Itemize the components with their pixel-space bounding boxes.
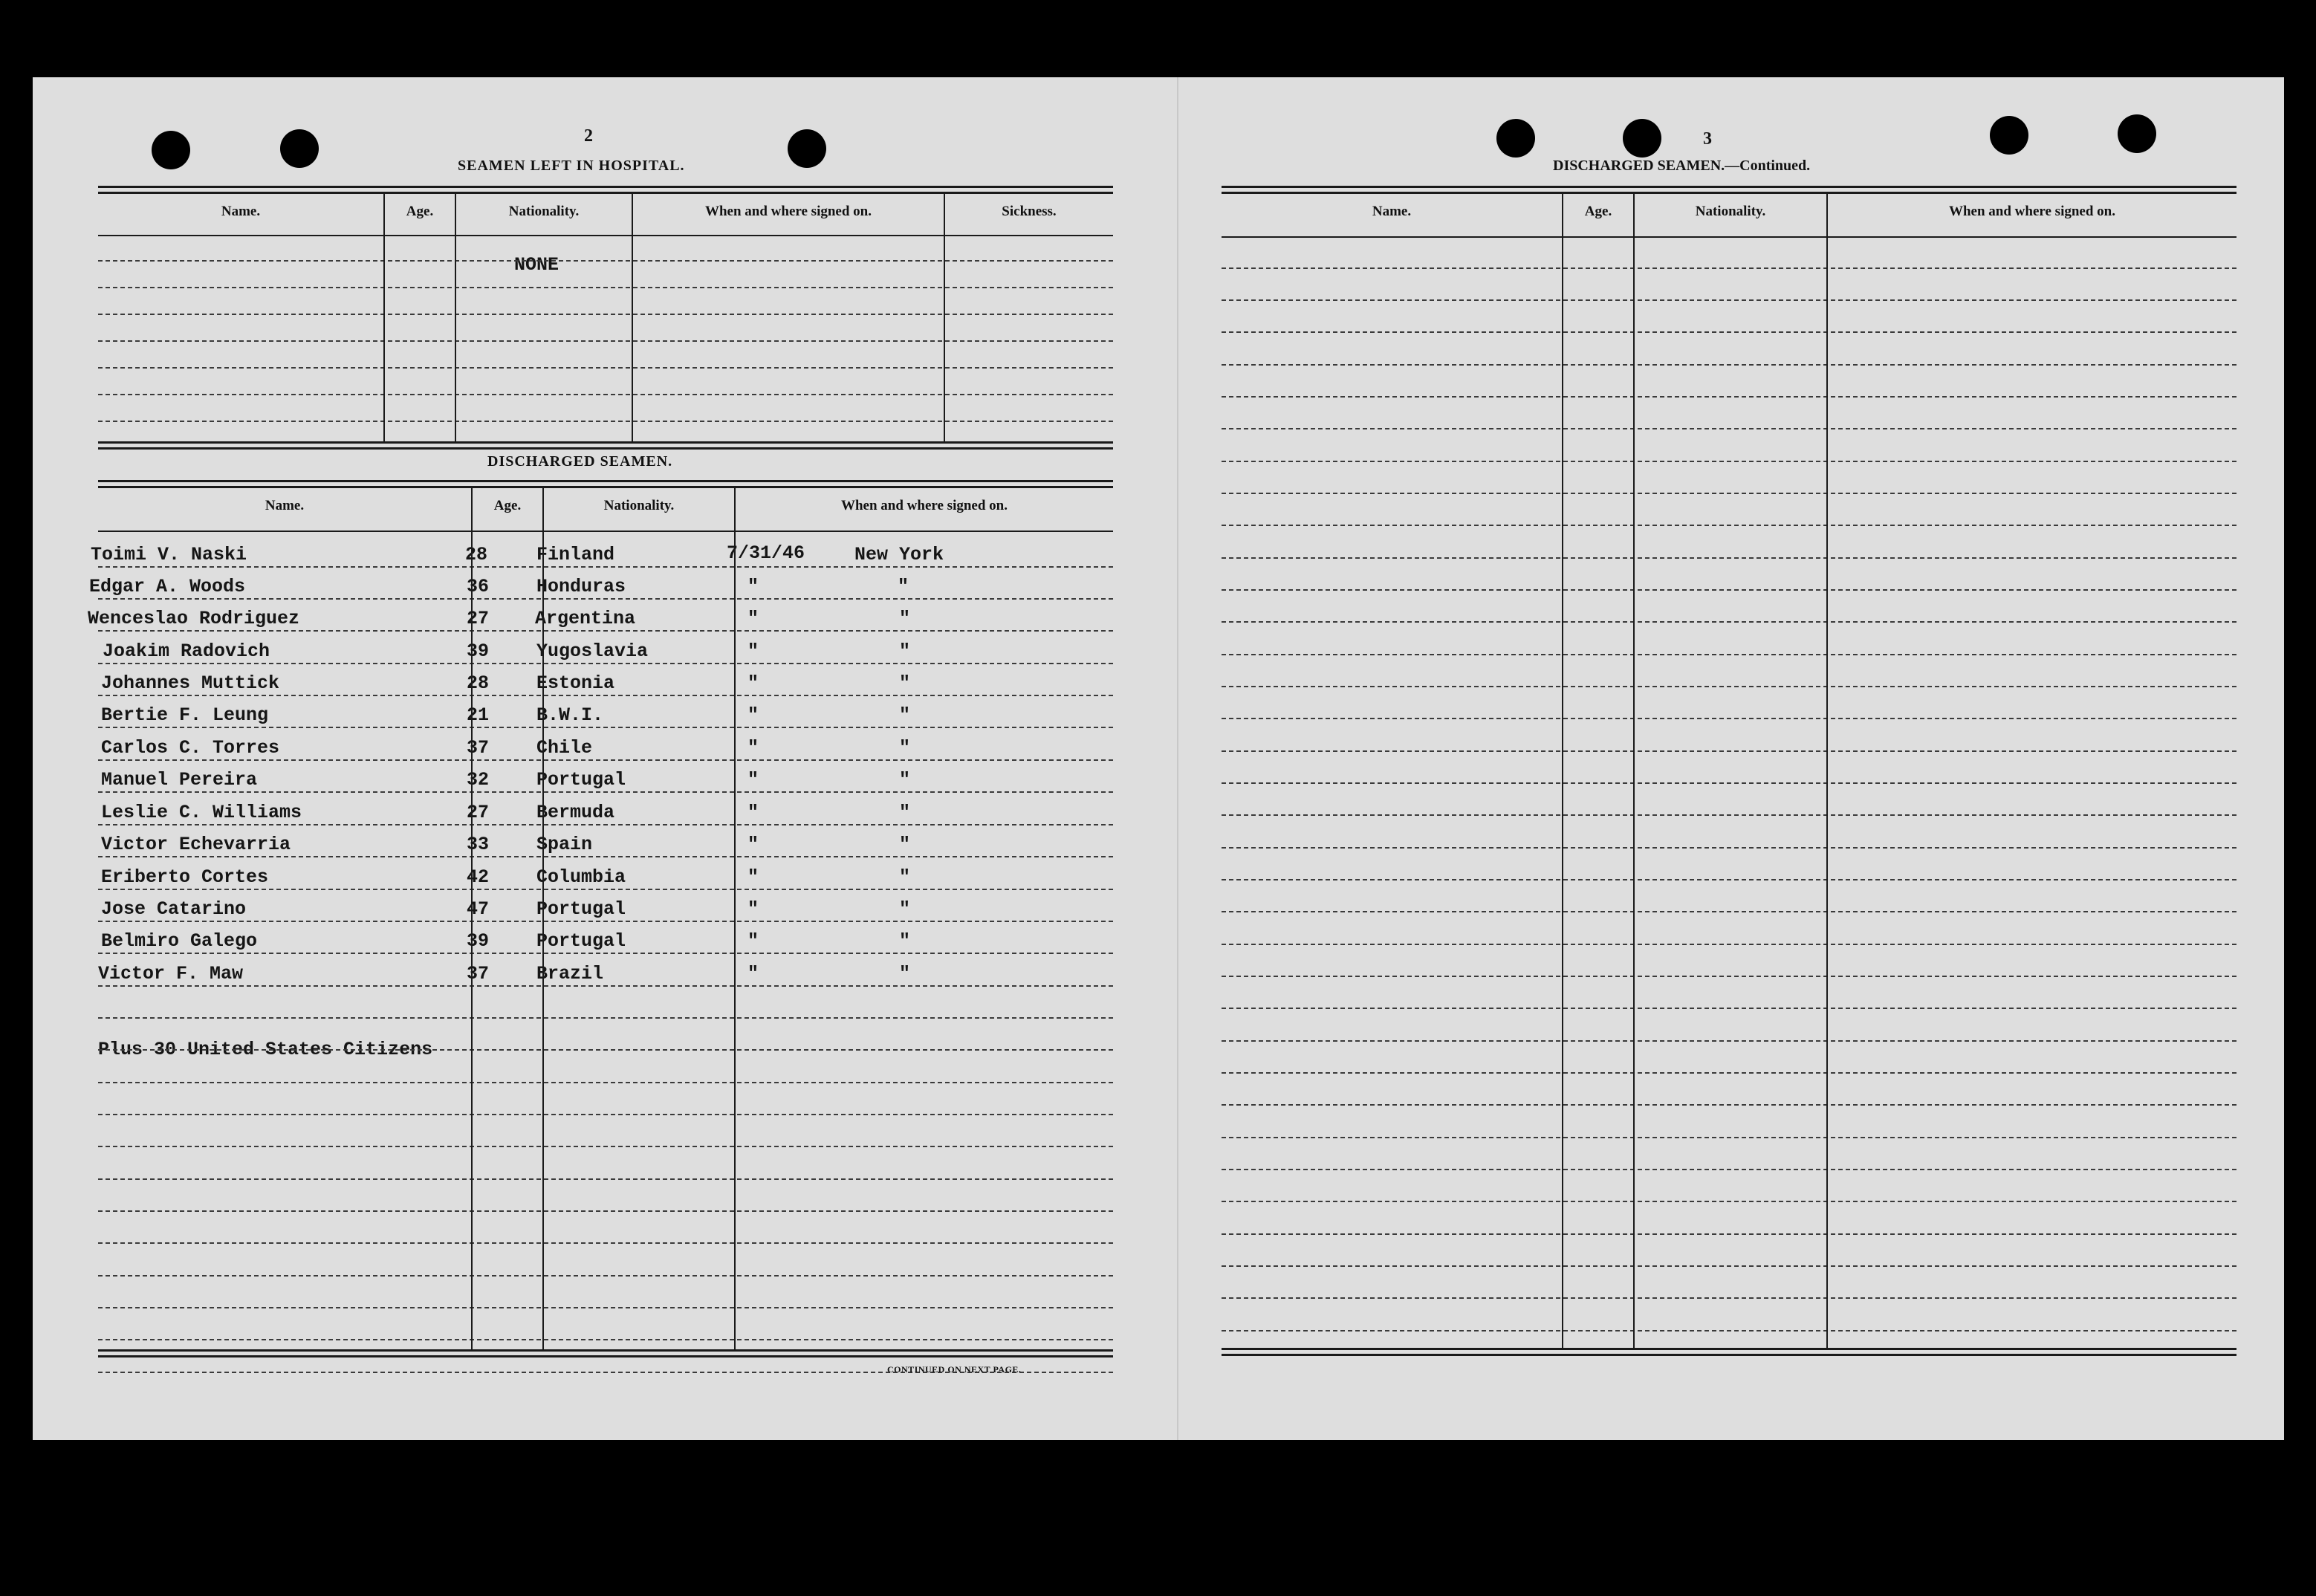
row-line — [1222, 428, 2236, 429]
seaman-signed-place: " — [899, 834, 911, 855]
column-divider — [455, 193, 456, 441]
seaman-signed-place: " — [898, 576, 909, 597]
seaman-name: Leslie C. Williams — [101, 802, 302, 823]
seaman-age: 33 — [467, 834, 490, 855]
row-line — [1222, 782, 2236, 784]
discharged-col-age: Age. — [493, 498, 522, 513]
row-line — [98, 394, 1113, 395]
hospital-heading: SEAMEN LEFT IN HOSPITAL. — [458, 158, 685, 174]
row-line — [98, 921, 1113, 922]
seaman-signed-place: " — [899, 769, 911, 791]
row-line — [98, 1082, 1113, 1083]
row-line — [1222, 461, 2236, 462]
row-line — [98, 663, 1113, 664]
seaman-signed-date: " — [747, 963, 759, 984]
row-line — [1222, 911, 2236, 912]
row-line — [1222, 847, 2236, 849]
rule — [98, 441, 1113, 444]
seaman-age: 27 — [467, 608, 490, 629]
seaman-age: 36 — [467, 576, 490, 597]
row-line — [98, 566, 1113, 568]
row-line — [1222, 1169, 2236, 1170]
rule — [98, 192, 1113, 194]
column-divider — [471, 487, 473, 1349]
seaman-name: Edgar A. Woods — [89, 576, 246, 597]
row-line — [1222, 621, 2236, 623]
seaman-name: Carlos C. Torres — [101, 737, 280, 759]
rule — [98, 480, 1113, 482]
seaman-signed-date: " — [747, 802, 759, 823]
row-line — [1222, 267, 2236, 269]
punch-hole — [788, 129, 826, 168]
seaman-age: 39 — [467, 930, 490, 952]
row-line — [98, 1146, 1113, 1147]
row-line — [1222, 589, 2236, 591]
row-line — [1222, 1233, 2236, 1235]
right-col-nationality: Nationality. — [1695, 204, 1766, 219]
discharged-col-signed-on: When and where signed on. — [840, 498, 1008, 513]
seaman-nationality: Portugal — [536, 930, 626, 952]
rule — [1222, 1348, 2236, 1350]
row-line — [98, 1210, 1113, 1212]
row-line — [1222, 493, 2236, 494]
punch-hole — [1623, 119, 1661, 158]
seaman-signed-place: " — [899, 898, 911, 920]
row-line — [98, 695, 1113, 696]
seaman-signed-place: " — [899, 930, 911, 952]
seaman-signed-place: " — [899, 704, 911, 726]
column-divider — [542, 487, 544, 1349]
seaman-nationality: Honduras — [536, 576, 626, 597]
seaman-name: Wenceslao Rodriguez — [88, 608, 300, 629]
seaman-signed-place: " — [899, 640, 911, 662]
seaman-name: Joakim Radovich — [103, 640, 270, 662]
seaman-signed-place: " — [899, 963, 911, 984]
column-divider — [383, 193, 385, 441]
row-line — [1222, 1201, 2236, 1202]
punch-hole — [280, 129, 319, 168]
row-line — [1222, 1330, 2236, 1331]
row-line — [98, 1049, 1113, 1051]
seaman-age: 37 — [467, 737, 490, 759]
seaman-signed-date: " — [747, 898, 759, 920]
seaman-signed-place: " — [899, 608, 911, 629]
row-line — [98, 1307, 1113, 1308]
seaman-signed-date: " — [747, 608, 759, 629]
row-line — [1222, 718, 2236, 719]
row-line — [1222, 686, 2236, 687]
discharged-col-name: Name. — [265, 498, 305, 513]
row-line — [98, 953, 1113, 954]
seaman-signed-date: " — [747, 640, 759, 662]
row-line — [98, 421, 1113, 422]
punch-hole — [1496, 119, 1535, 158]
continued-footer: CONTINUED ON NEXT PAGE. — [887, 1364, 1022, 1375]
row-line — [98, 630, 1113, 632]
seaman-signed-date: " — [747, 576, 759, 597]
row-line — [98, 598, 1113, 600]
seaman-signed-date: " — [747, 704, 759, 726]
punch-hole — [152, 131, 190, 169]
row-line — [1222, 1072, 2236, 1074]
row-line — [1222, 944, 2236, 945]
seaman-signed-place: " — [899, 802, 911, 823]
row-line — [98, 1242, 1113, 1244]
seaman-nationality: Portugal — [536, 898, 626, 920]
column-divider — [1826, 193, 1828, 1348]
row-line — [98, 1275, 1113, 1277]
rule — [98, 186, 1113, 188]
seaman-signed-place: New York — [854, 544, 944, 565]
document-spread — [33, 77, 2284, 1440]
rule — [98, 235, 1113, 236]
hospital-entry: NONE — [514, 254, 559, 276]
row-line — [98, 759, 1113, 761]
seaman-signed-date: " — [747, 930, 759, 952]
seaman-nationality: Bermuda — [536, 802, 615, 823]
punch-hole — [2118, 114, 2156, 153]
seaman-name: Victor Echevarria — [101, 834, 291, 855]
seaman-nationality: Finland — [536, 544, 615, 565]
seaman-age: 37 — [467, 963, 490, 984]
row-line — [1222, 879, 2236, 880]
seaman-signed-date: " — [747, 866, 759, 888]
seaman-signed-date: " — [747, 834, 759, 855]
seaman-age: 32 — [467, 769, 490, 791]
row-line — [1222, 331, 2236, 333]
seaman-age: 39 — [467, 640, 490, 662]
rule — [98, 486, 1113, 488]
hospital-col-signed-on: When and where signed on. — [704, 204, 872, 219]
seaman-nationality: Spain — [536, 834, 593, 855]
rule — [1222, 1354, 2236, 1356]
seaman-age: 28 — [467, 672, 490, 694]
seaman-nationality: B.W.I. — [536, 704, 604, 726]
column-divider — [734, 487, 736, 1349]
seaman-age: 27 — [467, 802, 490, 823]
row-line — [1222, 1008, 2236, 1009]
seaman-signed-date: " — [747, 737, 759, 759]
rule — [98, 531, 1113, 532]
row-line — [1222, 1297, 2236, 1299]
hospital-col-age: Age. — [406, 204, 434, 219]
row-line — [98, 340, 1113, 342]
row-line — [1222, 750, 2236, 752]
row-line — [1222, 1137, 2236, 1138]
right-col-signed-on: When and where signed on. — [1948, 204, 2115, 219]
row-line — [98, 791, 1113, 793]
row-line — [1222, 1265, 2236, 1267]
right-col-age: Age. — [1584, 204, 1612, 219]
hospital-col-sickness: Sickness. — [1002, 204, 1057, 219]
row-line — [98, 856, 1113, 857]
hospital-col-nationality: Nationality. — [508, 204, 580, 219]
seaman-age: 42 — [467, 866, 490, 888]
plus-citizens-note: Plus 30 United States Citizens — [98, 1039, 433, 1060]
seaman-signed-date: " — [747, 769, 759, 791]
seaman-signed-place: " — [899, 866, 911, 888]
rule — [98, 447, 1113, 450]
seaman-age: 21 — [467, 704, 490, 726]
discharged-continued-heading: DISCHARGED SEAMEN.—Continued. — [1553, 158, 1811, 174]
page-number-right: 3 — [1703, 129, 1712, 149]
column-divider — [1633, 193, 1635, 1348]
row-line — [1222, 814, 2236, 816]
rule — [1222, 236, 2236, 238]
rule — [1222, 192, 2236, 194]
punch-hole — [1990, 116, 2028, 155]
seaman-name: Johannes Muttick — [101, 672, 280, 694]
seaman-name: Eriberto Cortes — [101, 866, 269, 888]
row-line — [1222, 1104, 2236, 1106]
row-line — [98, 1339, 1113, 1340]
row-line — [1222, 299, 2236, 301]
seaman-nationality: Columbia — [536, 866, 626, 888]
column-divider — [632, 193, 633, 441]
row-line — [98, 260, 1113, 262]
seaman-name: Jose Catarino — [101, 898, 247, 920]
discharged-heading: DISCHARGED SEAMEN. — [487, 453, 673, 470]
row-line — [1222, 364, 2236, 366]
seaman-nationality: Chile — [536, 737, 593, 759]
row-line — [1222, 1040, 2236, 1042]
row-line — [98, 1114, 1113, 1115]
row-line — [98, 367, 1113, 369]
seaman-nationality: Argentina — [535, 608, 636, 629]
seaman-name: Victor F. Maw — [98, 963, 244, 984]
rule — [98, 1355, 1113, 1357]
seaman-nationality: Estonia — [536, 672, 615, 694]
seaman-nationality: Portugal — [536, 769, 626, 791]
page-number-left: 2 — [584, 126, 593, 146]
row-line — [98, 824, 1113, 825]
right-col-name: Name. — [1372, 204, 1412, 219]
page-fold — [1177, 77, 1178, 1440]
seaman-name: Toimi V. Naski — [91, 544, 247, 565]
row-line — [98, 287, 1113, 288]
row-line — [98, 1178, 1113, 1180]
seaman-signed-place: " — [899, 672, 911, 694]
seaman-age: 28 — [465, 544, 488, 565]
seaman-nationality: Brazil — [536, 963, 604, 984]
seaman-name: Belmiro Galego — [101, 930, 258, 952]
row-line — [1222, 654, 2236, 655]
rule — [1222, 186, 2236, 188]
row-line — [98, 1017, 1113, 1019]
row-line — [1222, 396, 2236, 398]
column-divider — [944, 193, 945, 441]
row-line — [1222, 525, 2236, 526]
row-line — [98, 314, 1113, 315]
seaman-signed-place: " — [899, 737, 911, 759]
hospital-col-name: Name. — [221, 204, 261, 219]
row-line — [98, 985, 1113, 987]
seaman-name: Bertie F. Leung — [101, 704, 269, 726]
discharged-col-nationality: Nationality. — [603, 498, 675, 513]
seaman-signed-date: 7/31/46 — [727, 542, 805, 564]
row-line — [98, 889, 1113, 890]
column-divider — [1562, 193, 1563, 1348]
rule — [98, 1349, 1113, 1352]
seaman-age: 47 — [467, 898, 490, 920]
row-line — [1222, 557, 2236, 559]
row-line — [98, 727, 1113, 728]
seaman-nationality: Yugoslavia — [536, 640, 649, 662]
seaman-name: Manuel Pereira — [101, 769, 258, 791]
seaman-signed-date: " — [747, 672, 759, 694]
row-line — [1222, 976, 2236, 977]
